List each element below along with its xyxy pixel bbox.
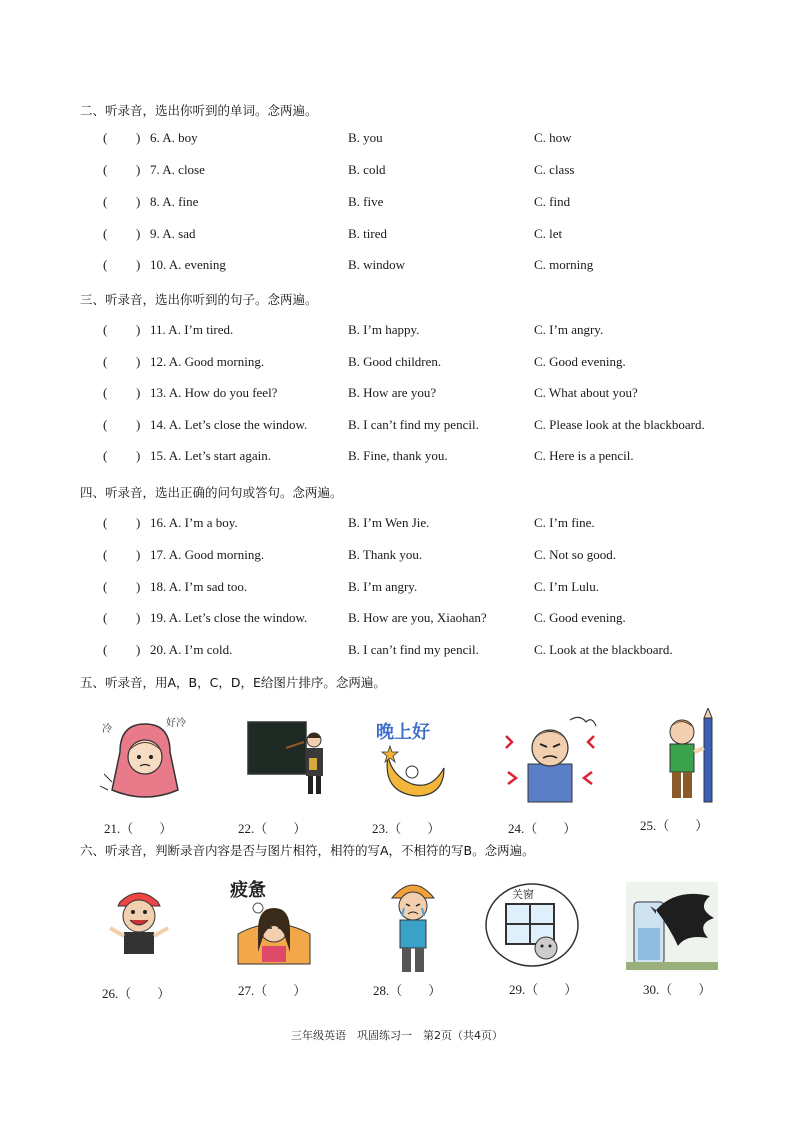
option-a: 13. A. How do you feel? — [150, 385, 278, 400]
answer-paren-open[interactable]: ( — [103, 417, 108, 432]
option-c: C. Good evening. — [534, 354, 626, 369]
option-b: B. you — [348, 130, 383, 145]
question-row — [0, 448, 794, 468]
q27-label: 27.（ ） — [238, 983, 307, 998]
answer-paren-close: ) — [136, 642, 141, 657]
option-c: C. What about you? — [534, 385, 638, 400]
option-b: B. cold — [348, 162, 386, 177]
answer-paren-open[interactable]: ( — [103, 226, 108, 241]
crow-and-jar-picture — [626, 882, 718, 970]
option-a: 7. A. close — [150, 162, 205, 177]
page-footer: 三年级英语 巩固练习一 第2页（共4页） — [291, 1029, 503, 1042]
option-a: 20. A. I’m cold. — [150, 642, 233, 657]
answer-paren-open[interactable]: ( — [103, 385, 108, 400]
close-window-text: 关窗 — [512, 888, 534, 901]
q22-label: 22.（ ） — [238, 821, 307, 836]
q26-label: 26.（ ） — [102, 986, 171, 1001]
option-b: B. I’m Wen Jie. — [348, 515, 430, 530]
option-c: C. class — [534, 162, 575, 177]
option-c: C. Please look at the blackboard. — [534, 417, 705, 432]
question-row — [0, 257, 794, 277]
option-c: C. Not so good. — [534, 547, 616, 562]
section-2-title: 二、听录音，选出你听到的单词。念两遍。 — [80, 103, 318, 118]
angry-man-picture — [500, 712, 600, 804]
answer-paren-open[interactable]: ( — [103, 610, 108, 625]
answer-paren-open[interactable]: ( — [103, 162, 108, 177]
section-5-title: 五、听录音，用A，B，C，D，E给图片排序。念两遍。 — [80, 675, 386, 690]
question-row — [0, 385, 794, 405]
option-b: B. I can’t find my pencil. — [348, 417, 479, 432]
answer-paren-close: ) — [136, 354, 141, 369]
question-row — [0, 515, 794, 535]
question-row — [0, 354, 794, 374]
answer-paren-close: ) — [136, 448, 141, 463]
section-4-title: 四、听录音，选出正确的问句或答句。念两遍。 — [80, 485, 343, 500]
evening-text: 晚上好 — [376, 722, 430, 743]
option-a: 10. A. evening — [150, 257, 226, 272]
option-c: C. find — [534, 194, 571, 209]
answer-paren-open[interactable]: ( — [103, 448, 108, 463]
answer-paren-close: ) — [136, 257, 141, 272]
cold-right-text: 好冷 — [166, 718, 186, 729]
good-evening-moon-picture — [372, 716, 454, 800]
answer-paren-close: ) — [136, 130, 141, 145]
option-c: C. let — [534, 226, 563, 241]
answer-paren-open[interactable]: ( — [103, 322, 108, 337]
option-a: 19. A. Let’s close the window. — [150, 610, 308, 625]
boy-with-pencil-picture — [658, 708, 720, 808]
question-row — [0, 194, 794, 214]
question-row — [0, 610, 794, 630]
blackboard-teacher-picture — [246, 718, 332, 796]
answer-paren-close: ) — [136, 547, 141, 562]
option-c: C. I’m fine. — [534, 515, 595, 530]
q25-label: 25.（ ） — [640, 818, 709, 833]
option-c: C. Look at the blackboard. — [534, 642, 673, 657]
option-a: 14. A. Let’s close the window. — [150, 417, 308, 432]
option-a: 11. A. I’m tired. — [150, 322, 234, 337]
answer-paren-open[interactable]: ( — [103, 579, 108, 594]
section-3-title: 三、听录音，选出你听到的句子。念两遍。 — [80, 292, 318, 307]
option-c: C. Good evening. — [534, 610, 626, 625]
option-a: 18. A. I’m sad too. — [150, 579, 248, 594]
answer-paren-close: ) — [136, 162, 141, 177]
section-6-title: 六、听录音，判断录音内容是否与图片相符，相符的写A，不相符的写B。念两遍。 — [80, 843, 535, 858]
option-b: B. How are you, Xiaohan? — [348, 610, 487, 625]
question-row — [0, 162, 794, 182]
option-b: B. I’m angry. — [348, 579, 418, 594]
answer-paren-close: ) — [136, 610, 141, 625]
option-a: 12. A. Good morning. — [150, 354, 265, 369]
option-b: B. tired — [348, 226, 387, 241]
option-a: 15. A. Let’s start again. — [150, 448, 271, 463]
option-b: B. I’m happy. — [348, 322, 420, 337]
question-row — [0, 226, 794, 246]
q29-label: 29.（ ） — [509, 982, 578, 997]
option-a: 17. A. Good morning. — [150, 547, 265, 562]
answer-paren-close: ) — [136, 194, 141, 209]
option-b: B. Fine, thank you. — [348, 448, 448, 463]
option-a: 6. A. boy — [150, 130, 198, 145]
answer-paren-close: ) — [136, 515, 141, 530]
question-row — [0, 642, 794, 662]
answer-paren-open[interactable]: ( — [103, 194, 108, 209]
option-c: C. morning — [534, 257, 594, 272]
q21-label: 21.（ ） — [104, 821, 173, 836]
option-b: B. five — [348, 194, 384, 209]
option-b: B. window — [348, 257, 406, 272]
option-a: 8. A. fine — [150, 194, 199, 209]
answer-paren-open[interactable]: ( — [103, 257, 108, 272]
answer-paren-open[interactable]: ( — [103, 515, 108, 530]
cold-left-text: 冷 — [102, 724, 112, 735]
option-b: B. Good children. — [348, 354, 442, 369]
option-c: C. how — [534, 130, 572, 145]
question-row — [0, 547, 794, 567]
tired-girl-picture — [228, 874, 320, 966]
option-b: B. Thank you. — [348, 547, 423, 562]
cold-girl-picture — [100, 712, 190, 804]
question-row — [0, 579, 794, 599]
option-a: 16. A. I’m a boy. — [150, 515, 238, 530]
q30-label: 30.（ ） — [643, 982, 712, 997]
q28-label: 28.（ ） — [373, 983, 442, 998]
answer-paren-open[interactable]: ( — [103, 354, 108, 369]
question-row — [0, 417, 794, 437]
answer-paren-close: ) — [136, 226, 141, 241]
answer-paren-close: ) — [136, 385, 141, 400]
answer-paren-close: ) — [136, 417, 141, 432]
q23-label: 23.（ ） — [372, 821, 441, 836]
option-b: B. I can’t find my pencil. — [348, 642, 479, 657]
option-a: 9. A. sad — [150, 226, 196, 241]
option-c: C. I’m angry. — [534, 322, 604, 337]
answer-paren-open[interactable]: ( — [103, 547, 108, 562]
happy-boy-picture — [104, 884, 174, 960]
answer-paren-open[interactable]: ( — [103, 642, 108, 657]
option-c: C. Here is a pencil. — [534, 448, 634, 463]
option-c: C. I’m Lulu. — [534, 579, 599, 594]
question-row — [0, 130, 794, 150]
answer-paren-open[interactable]: ( — [103, 130, 108, 145]
sad-girl-picture — [382, 872, 444, 976]
tired-text: 疲惫 — [230, 880, 266, 901]
close-window-picture — [484, 882, 580, 968]
q24-label: 24.（ ） — [508, 821, 577, 836]
answer-paren-close: ) — [136, 579, 141, 594]
answer-paren-close: ) — [136, 322, 141, 337]
question-row — [0, 322, 794, 342]
option-b: B. How are you? — [348, 385, 437, 400]
